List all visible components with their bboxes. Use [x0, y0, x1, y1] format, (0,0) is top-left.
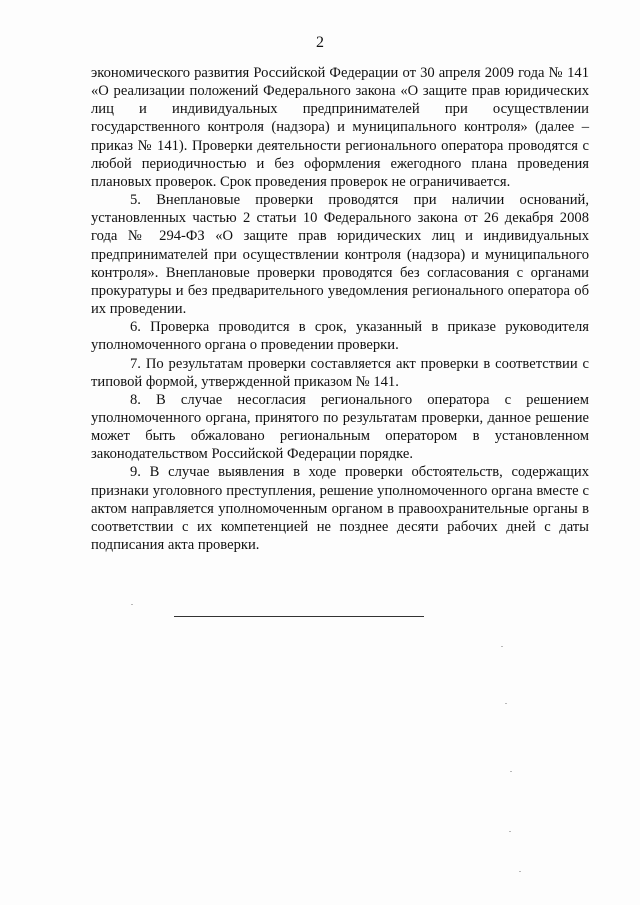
paragraph-continuation: экономического развития Российской Федерации от 30 апреля 2009 года № 141 «О реализации положений Федерального закона «О защите прав юридических лиц и индивидуальных предпринимателей при осуществлении государственного контроля (надзора) и муниципального контроля» (далее – приказ № 141). Проверки деятельности регионального оператора проводятся с любой периодичностью и без оформления ежегодного плана проведения плановых проверок. Срок проведения проверок не ограничивается.: [91, 65, 589, 190]
paragraph-item-5: 5. Внеплановые проверки проводятся при наличии оснований, установленных частью 2 статьи 10 Федерального закона от 26 декабря 2008 года № 294-ФЗ «О защите прав юридических лиц и индивидуальных предпринимателей при осуществлении контроля (надзора) и муниципального контроля». Внеплановые проверки проводятся без согласования с органами прокуратуры и без предварительного уведомления регионального оператора об их проведении.: [91, 192, 589, 318]
paragraph-item-6: 6. Проверка проводится в срок, указанный в приказе руководителя уполномоченного органа о проведении проверки.: [91, 319, 589, 354]
scan-speck: [501, 646, 503, 647]
scan-speck: [509, 831, 511, 832]
scan-speck: [131, 604, 133, 605]
closing-rule: [174, 616, 424, 617]
page-number: 2: [316, 34, 324, 51]
scan-speck: [519, 871, 521, 872]
paragraph-item-8: 8. В случае несогласия регионального оператора с решением уполномоченного органа, принятого по результатам проверки, данное решение может быть обжаловано региональным оператором в установленном законодательством Российской Федерации порядке.: [91, 391, 589, 463]
paragraph-item-7: 7. По результатам проверки составляется акт проверки в соответствии с типовой формой, утвержденной приказом № 141.: [91, 355, 589, 390]
paragraph-item-9: 9. В случае выявления в ходе проверки обстоятельств, содержащих признаки уголовного преступления, решение уполномоченного органа вместе с актом направляется уполномоченным органом в правоохранительные органы в соответствии с их компетенцией не позднее десяти рабочих дней с даты подписания акта проверки.: [91, 464, 589, 554]
document-body: [91, 64, 589, 554]
scan-speck: [505, 703, 507, 704]
scan-speck: [510, 771, 512, 772]
